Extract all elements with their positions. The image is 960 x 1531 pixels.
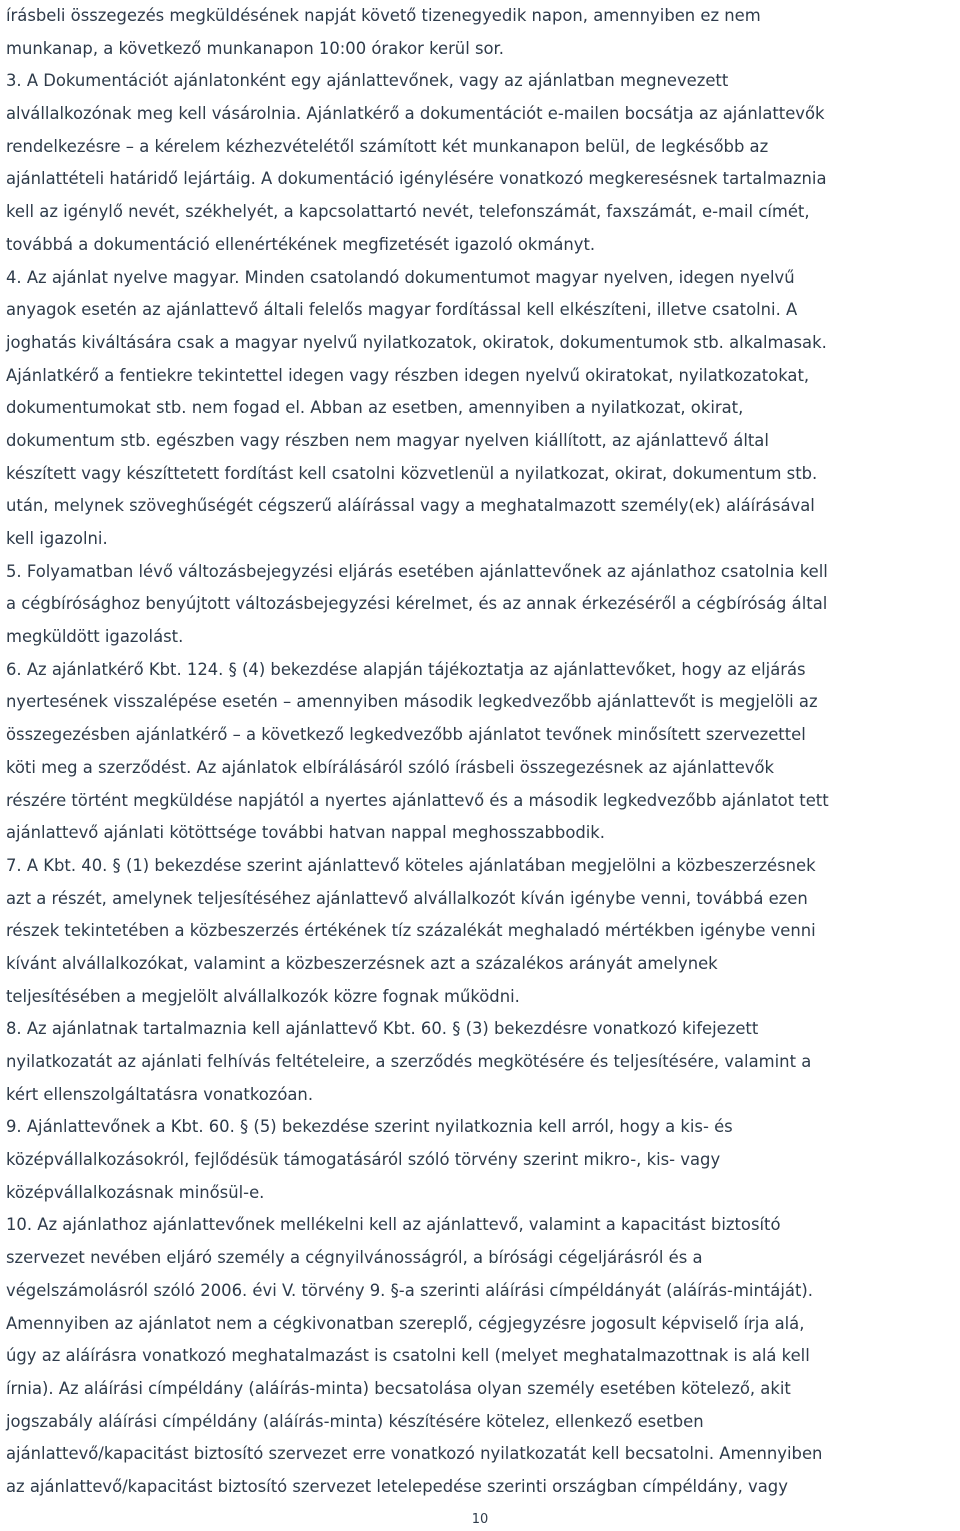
text-line: az ajánlattevő/kapacitást biztosító szervezet letelepedése szerinti országban címpéldány, vagy	[6, 1476, 788, 1496]
text-line: részek tekintetében a közbeszerzés értékének tíz százalékát meghaladó mértékben igénybe venni	[6, 921, 816, 941]
text-line: 4. Az ajánlat nyelve magyar. Minden csatolandó dokumentumot magyar nyelven, idegen nyelvű	[6, 267, 795, 287]
text-line: a cégbírósághoz benyújtott változásbejegyzési kérelmet, és az annak érkezéséről a cégbíróság által	[6, 594, 828, 614]
text-line: ajánlattételi határidő lejártáig. A dokumentáció igénylésére vonatkozó megkeresésnek tartalmaznia	[6, 169, 827, 189]
text-line: írnia). Az aláírási címpéldány (aláírás-minta) becsatolása olyan személy esetében kötelező, akit	[6, 1378, 791, 1398]
text-line: dokumentum stb. egészben vagy részben nem magyar nyelven kiállított, az ajánlattevő által	[6, 430, 769, 450]
text-line: részére történt megküldése napjától a nyertes ajánlattevő és a második legkedvezőbb ajánlatot tett	[6, 790, 829, 810]
text-line: ajánlattevő ajánlati kötöttsége további hatvan nappal meghosszabbodik.	[6, 823, 606, 843]
text-line: 6. Az ajánlatkérő Kbt. 124. § (4) bekezdése alapján tájékoztatja az ajánlattevőket, hogy az eljárás	[6, 659, 806, 679]
text-line: készített vagy készíttetett fordítást kell csatolni közvetlenül a nyilatkozat, okirat, dokumentum stb.	[6, 463, 818, 483]
text-line: Amennyiben az ajánlatot nem a cégkivonatban szereplő, cégjegyzésre jogosult képviselő írja alá,	[6, 1313, 805, 1333]
text-line: azt a részét, amelynek teljesítéséhez ajánlattevő alvállalkozót kíván igénybe venni, továbbá ezen	[6, 888, 808, 908]
text-line: munkanap, a következő munkanapon 10:00 órakor kerül sor.	[6, 38, 504, 58]
text-line: végelszámolásról szóló 2006. évi V. törvény 9. §-a szerinti aláírási címpéldányát (aláírás-mintáját).	[6, 1280, 813, 1300]
text-line: kell az igénylő nevét, székhelyét, a kapcsolattartó nevét, telefonszámát, faxszámát, e-mail címét,	[6, 202, 810, 222]
text-line: 7. A Kbt. 40. § (1) bekezdése szerint ajánlattevő köteles ajánlatában megjelölni a közbeszerzésnek	[6, 855, 816, 875]
text-line: alvállalkozónak meg kell vásárolnia. Ajánlatkérő a dokumentációt e-mailen bocsátja az ajánlattevők	[6, 104, 825, 124]
text-line: dokumentumokat stb. nem fogad el. Abban az esetben, amennyiben a nyilatkozat, okirat,	[6, 398, 744, 418]
text-line: nyertesének visszalépése esetén – amennyiben második legkedvezőbb ajánlattevőt is megjelöli az	[6, 692, 818, 712]
text-line: úgy az aláírásra vonatkozó meghatalmazást is csatolni kell (melyet meghatalmazottnak is alá kell	[6, 1346, 810, 1366]
text-line: továbbá a dokumentáció ellenértékének megfizetését igazoló okmányt.	[6, 234, 596, 254]
text-line: középvállalkozásnak minősül-e.	[6, 1182, 265, 1202]
text-line: jogszabály aláírási címpéldány (aláírás-minta) készítésére kötelez, ellenkező esetben	[6, 1411, 704, 1431]
text-line: nyilatkozatát az ajánlati felhívás feltételeire, a szerződés megkötésére és teljesítésére, valamint a	[6, 1052, 812, 1071]
text-line: kell igazolni.	[6, 529, 108, 548]
page-number: 10	[471, 1512, 489, 1527]
text-line: anyagok esetén az ajánlattevő általi felelős magyar fordítással kell elkészíteni, illetve csatolni. A	[6, 300, 798, 320]
text-line: Ajánlatkérő a fentiekre tekintettel idegen vagy részben idegen nyelvű okiratokat, nyilatkozatokat,	[6, 365, 810, 385]
text-line: 10. Az ajánlathoz ajánlattevőnek mellékelni kell az ajánlattevő, valamint a kapacitást biztosító	[6, 1215, 781, 1235]
text-line: megküldött igazolást.	[6, 627, 184, 647]
text-line: után, melynek szöveghűségét cégszerű aláírással vagy a meghatalmazott személy(ek) aláírásával	[6, 496, 815, 516]
text-line: köti meg a szerződést. Az ajánlatok elbírálásáról szóló írásbeli összegezésnek az ajánlattevők	[6, 757, 775, 777]
text-line: írásbeli összegezés megküldésének napját követő tizenegyedik napon, amennyiben ez nem	[6, 6, 761, 25]
text-line: joghatás kiváltására csak a magyar nyelvű nyilatkozatok, okiratok, dokumentumok stb. alkalmasak.	[6, 332, 827, 352]
text-line: kívánt alvállalkozókat, valamint a közbeszerzésnek azt a százalékos arányát amelynek	[6, 953, 718, 973]
text-line: rendelkezésre – a kérelem kézhezvételétől számított két munkanapon belül, de legkésőbb az	[6, 136, 769, 156]
document-body	[6, 0, 956, 1504]
text-line: ajánlattevő/kapacitást biztosító szervezet erre vonatkozó nyilatkozatát kell becsatolni. Amennyiben	[6, 1444, 823, 1464]
text-line: összegezésben ajánlatkérő – a következő legkedvezőbb ajánlatot tevőnek minősített szervezettel	[6, 725, 806, 745]
text-line: szervezet nevében eljáró személy a cégnyilvánosságról, a bírósági cégeljárásról és a	[6, 1248, 703, 1268]
text-line: középvállalkozásokról, fejlődésük támogatásáról szóló törvény szerint mikro-, kis- vagy	[6, 1150, 721, 1170]
text-line: 8. Az ajánlatnak tartalmaznia kell ajánlattevő Kbt. 60. § (3) bekezdésre vonatkozó kifejezett	[6, 1019, 759, 1039]
text-line: 5. Folyamatban lévő változásbejegyzési eljárás esetében ajánlattevőnek az ajánlathoz csatolnia kell	[6, 561, 828, 581]
text-line: teljesítésében a megjelölt alvállalkozók közre fognak működni.	[6, 986, 520, 1006]
text-line: kért ellenszolgáltatásra vonatkozóan.	[6, 1084, 314, 1104]
text-line: 9. Ajánlattevőnek a Kbt. 60. § (5) bekezdése szerint nyilatkoznia kell arról, hogy a kis- és	[6, 1117, 733, 1137]
text-line: 3. A Dokumentációt ajánlatonként egy ajánlattevőnek, vagy az ajánlatban megnevezett	[6, 71, 729, 91]
